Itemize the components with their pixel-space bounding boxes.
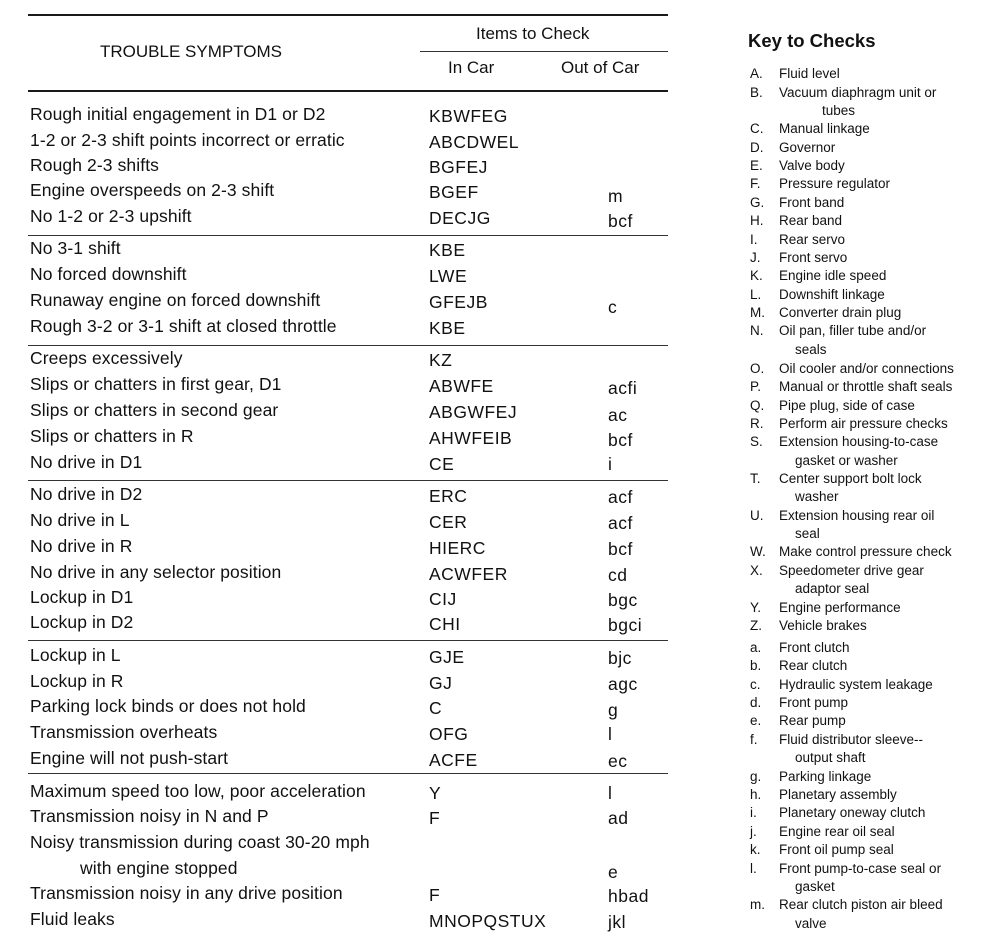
key-letter: g.: [750, 769, 762, 784]
header-out-of-car: Out of Car: [561, 58, 640, 77]
in-car-cell: AHWFEIB: [429, 428, 513, 448]
key-text: Vehicle brakes: [779, 618, 867, 633]
key-text: Oil cooler and/or connections: [779, 361, 954, 376]
symptom-cell: No 3-1 shift: [30, 238, 121, 258]
out-of-car-cell: l: [608, 724, 613, 744]
key-letter: M.: [750, 305, 765, 320]
key-letter: H.: [750, 213, 764, 228]
header-trouble-symptoms: TROUBLE SYMPTOMS: [100, 42, 282, 61]
key-letter: X.: [750, 563, 763, 578]
key-text: Make control pressure check: [779, 544, 952, 559]
symptom-cell: Parking lock binds or does not hold: [30, 696, 306, 716]
symptom-cell: Creeps excessively: [30, 348, 183, 368]
out-of-car-cell: acf: [608, 513, 633, 533]
key-letter: a.: [750, 640, 762, 655]
header-bottom-rule: [28, 90, 668, 92]
in-car-cell: GJE: [429, 647, 465, 667]
key-text: Planetary oneway clutch: [779, 805, 926, 820]
in-car-cell: BGEF: [429, 182, 479, 202]
key-letter: e.: [750, 713, 762, 728]
in-car-cell: MNOPQSTUX: [429, 911, 547, 931]
key-text: Front pump: [779, 695, 849, 710]
key-text: Governor: [779, 140, 836, 155]
key-letter: W.: [750, 544, 766, 559]
symptom-cell: Lockup in D1: [30, 587, 134, 607]
key-letter: L.: [750, 287, 762, 302]
key-letter: j.: [750, 824, 757, 839]
symptom-cell: No drive in D2: [30, 484, 143, 504]
key-text: Rear servo: [779, 232, 846, 247]
key-text-continued: gasket: [795, 879, 835, 894]
key-letter: S.: [750, 434, 763, 449]
symptom-cell: Slips or chatters in second gear: [30, 400, 279, 420]
symptom-cell: Fluid leaks: [30, 909, 115, 929]
out-of-car-cell: cd: [608, 565, 628, 585]
key-text-continued: tubes: [822, 103, 856, 118]
key-text-continued: adaptor seal: [795, 581, 870, 596]
out-of-car-cell: jkl: [608, 912, 627, 932]
key-text: Rear clutch: [779, 658, 848, 673]
key-letter: P.: [750, 379, 762, 394]
key-letter: G.: [750, 195, 765, 210]
key-text: Engine performance: [779, 600, 901, 615]
symptom-cell: Slips or chatters in R: [30, 426, 194, 446]
in-car-cell: CER: [429, 512, 468, 532]
in-car-cell: LWE: [429, 266, 468, 286]
key-letter: D.: [750, 140, 764, 155]
group-separator: [28, 480, 668, 481]
key-letter: R.: [750, 416, 764, 431]
group-separator: [28, 773, 668, 774]
key-text: Engine rear oil seal: [779, 824, 895, 839]
key-text-continued: output shaft: [795, 750, 866, 765]
key-text: Extension housing-to-case: [779, 434, 939, 449]
in-car-cell: F: [429, 885, 441, 905]
key-text: Rear band: [779, 213, 843, 228]
header-subrule: [420, 51, 668, 52]
in-car-cell: HIERC: [429, 538, 486, 558]
key-text: Front band: [779, 195, 845, 210]
group-separator: [28, 235, 668, 236]
out-of-car-cell: ec: [608, 751, 628, 771]
out-of-car-cell: bcf: [608, 211, 633, 231]
key-letter: I.: [750, 232, 758, 247]
symptom-cell: Noisy transmission during coast 30-20 mph: [30, 832, 370, 852]
in-car-cell: GJ: [429, 673, 453, 693]
key-text: Oil pan, filler tube and/or: [779, 323, 927, 338]
symptom-cell: Rough initial engagement in D1 or D2: [30, 104, 326, 124]
symptom-cell: Lockup in R: [30, 671, 124, 691]
key-letter: U.: [750, 508, 764, 523]
key-text-continued: seals: [795, 342, 827, 357]
key-letter: T.: [750, 471, 761, 486]
key-text: Fluid distributor sleeve--: [779, 732, 924, 747]
key-letter: Z.: [750, 618, 762, 633]
out-of-car-cell: i: [608, 454, 613, 474]
key-text: Front servo: [779, 250, 848, 265]
in-car-cell: ABCDWEL: [429, 132, 520, 152]
out-of-car-cell: bcf: [608, 539, 633, 559]
out-of-car-cell: agc: [608, 674, 638, 694]
header-in-car: In Car: [448, 58, 495, 77]
key-text: Manual or throttle shaft seals: [779, 379, 953, 394]
out-of-car-cell: bgc: [608, 590, 638, 610]
key-text: Planetary assembly: [779, 787, 897, 802]
key-text: Speedometer drive gear: [779, 563, 924, 578]
key-text: Hydraulic system leakage: [779, 677, 933, 692]
out-of-car-cell: e: [608, 862, 619, 882]
out-of-car-cell: bcf: [608, 430, 633, 450]
key-letter: K.: [750, 268, 763, 283]
key-letter: J.: [750, 250, 761, 265]
in-car-cell: ABGWFEJ: [429, 402, 518, 422]
symptom-cell: 1-2 or 2-3 shift points incorrect or erratic: [30, 130, 345, 150]
symptom-cell: Transmission overheats: [30, 722, 218, 742]
key-letter: B.: [750, 85, 763, 100]
key-text: Rear pump: [779, 713, 846, 728]
key-letter: f.: [750, 732, 758, 747]
out-of-car-cell: acfi: [608, 378, 638, 398]
symptom-cell: No drive in R: [30, 536, 133, 556]
symptom-cell: Maximum speed too low, poor acceleration: [30, 781, 366, 801]
out-of-car-cell: bjc: [608, 648, 632, 668]
header-items-to-check: Items to Check: [476, 24, 590, 43]
symptom-cell: No drive in L: [30, 510, 130, 530]
key-text: Rear clutch piston air bleed: [779, 897, 943, 912]
in-car-cell: ACFE: [429, 750, 478, 770]
in-car-cell: CHI: [429, 614, 461, 634]
in-car-cell: GFEJB: [429, 292, 488, 312]
key-text: Manual linkage: [779, 121, 870, 136]
in-car-cell: KBE: [429, 318, 466, 338]
out-of-car-cell: g: [608, 700, 619, 720]
out-of-car-cell: hbad: [608, 886, 649, 906]
in-car-cell: OFG: [429, 724, 469, 744]
out-of-car-cell: acf: [608, 487, 633, 507]
key-text-continued: seal: [795, 526, 820, 541]
group-separator: [28, 345, 668, 346]
key-text: Pipe plug, side of case: [779, 398, 915, 413]
in-car-cell: ACWFER: [429, 564, 508, 584]
key-text: Front pump-to-case seal or: [779, 861, 942, 876]
symptom-cell: No forced downshift: [30, 264, 187, 284]
key-text: Front clutch: [779, 640, 850, 655]
symptom-cell: Transmission noisy in any drive position: [30, 883, 343, 903]
group-separator: [28, 640, 668, 641]
key-letter: Y.: [750, 600, 762, 615]
symptom-cell: No drive in any selector position: [30, 562, 282, 582]
symptom-cell: Engine will not push-start: [30, 748, 229, 768]
in-car-cell: ERC: [429, 486, 468, 506]
key-text: Perform air pressure checks: [779, 416, 948, 431]
out-of-car-cell: ad: [608, 808, 629, 828]
key-letter: d.: [750, 695, 762, 710]
key-text: Converter drain plug: [779, 305, 902, 320]
symptom-cell: Rough 2-3 shifts: [30, 155, 160, 175]
out-of-car-cell: m: [608, 186, 624, 206]
key-letter: l.: [750, 861, 757, 876]
key-letter: b.: [750, 658, 762, 673]
key-text: Downshift linkage: [779, 287, 885, 302]
in-car-cell: KBWFEG: [429, 106, 508, 126]
key-letter: F.: [750, 176, 761, 191]
key-text: Pressure regulator: [779, 176, 891, 191]
key-text: Front oil pump seal: [779, 842, 894, 857]
key-letter: i.: [750, 805, 757, 820]
key-letter: E.: [750, 158, 763, 173]
symptom-cell: Runaway engine on forced downshift: [30, 290, 321, 310]
in-car-cell: CE: [429, 454, 455, 474]
in-car-cell: KBE: [429, 240, 466, 260]
symptom-cell: Lockup in D2: [30, 612, 134, 632]
in-car-cell: KZ: [429, 350, 453, 370]
key-letter: C.: [750, 121, 764, 136]
key-letter: m.: [750, 897, 765, 912]
out-of-car-cell: l: [608, 783, 613, 803]
symptom-cell: No 1-2 or 2-3 upshift: [30, 206, 192, 226]
symptom-cell: Transmission noisy in N and P: [30, 806, 269, 826]
in-car-cell: ABWFE: [429, 376, 494, 396]
key-text: Engine idle speed: [779, 268, 887, 283]
key-letter: h.: [750, 787, 762, 802]
symptom-cell: Lockup in L: [30, 645, 121, 665]
symptom-cell: Rough 3-2 or 3-1 shift at closed throttle: [30, 316, 337, 336]
key-letter: k.: [750, 842, 761, 857]
in-car-cell: BGFEJ: [429, 157, 488, 177]
key-text-continued: valve: [795, 916, 827, 931]
key-text: Center support bolt lock: [779, 471, 922, 486]
symptom-cell-continued: with engine stopped: [80, 858, 238, 878]
key-letter: O.: [750, 361, 765, 376]
symptom-cell: Slips or chatters in first gear, D1: [30, 374, 282, 394]
out-of-car-cell: bgci: [608, 615, 643, 635]
in-car-cell: F: [429, 808, 441, 828]
out-of-car-cell: ac: [608, 405, 628, 425]
key-letter: N.: [750, 323, 764, 338]
key-text: Valve body: [779, 158, 845, 173]
out-of-car-cell: c: [608, 297, 618, 317]
key-text: Vacuum diaphragm unit or: [779, 85, 937, 100]
key-title: Key to Checks: [748, 30, 876, 51]
in-car-cell: DECJG: [429, 208, 491, 228]
in-car-cell: Y: [429, 783, 442, 803]
key-text-continued: washer: [795, 489, 839, 504]
in-car-cell: CIJ: [429, 589, 457, 609]
key-letter: c.: [750, 677, 761, 692]
symptom-cell: No drive in D1: [30, 452, 143, 472]
key-letter: A.: [750, 66, 763, 81]
symptom-cell: Engine overspeeds on 2-3 shift: [30, 180, 275, 200]
key-letter: Q.: [750, 398, 765, 413]
in-car-cell: C: [429, 698, 443, 718]
key-text: Parking linkage: [779, 769, 872, 784]
table-top-rule: [28, 14, 668, 16]
key-text: Fluid level: [779, 66, 840, 81]
key-text-continued: gasket or washer: [795, 453, 898, 468]
key-text: Extension housing rear oil: [779, 508, 935, 523]
